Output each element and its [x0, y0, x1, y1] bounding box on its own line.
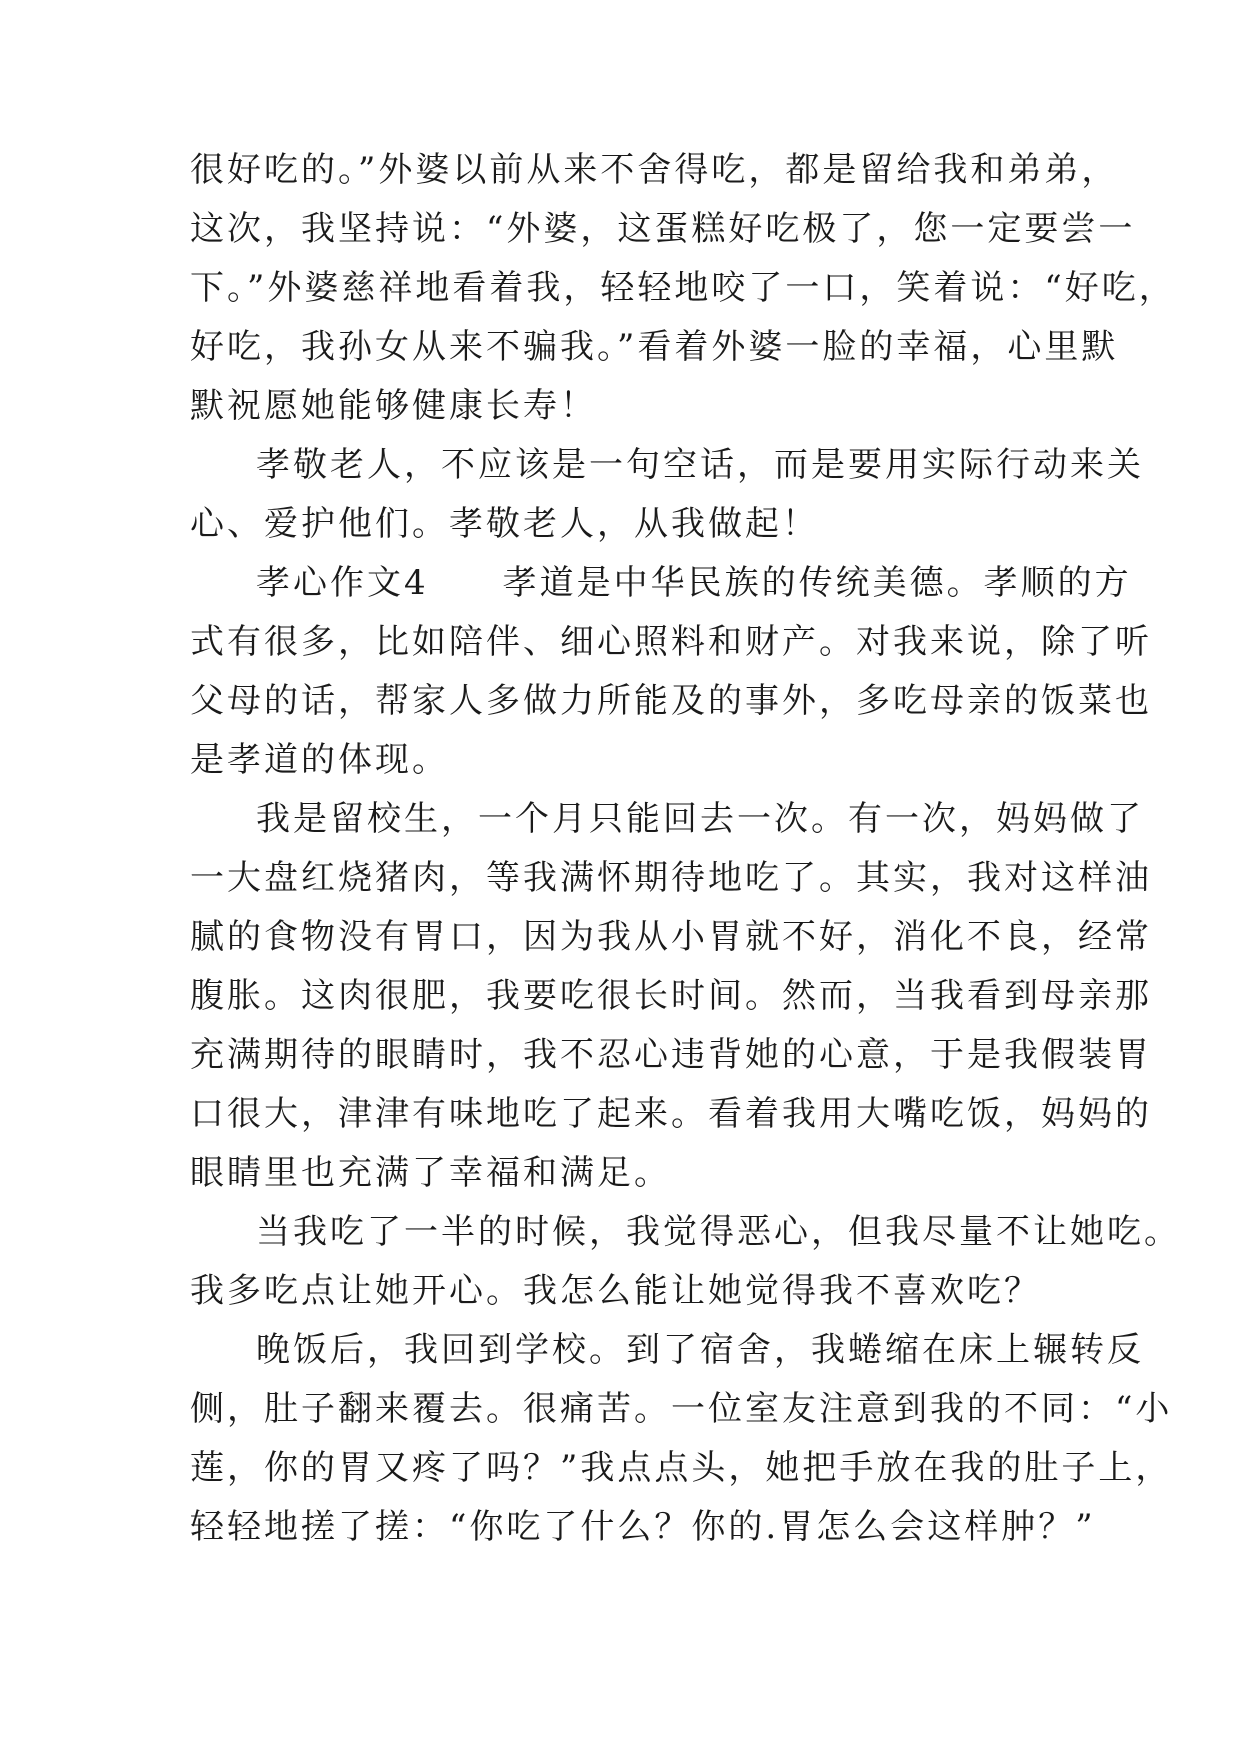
text-line: 一大盘红烧猪肉，等我满怀期待地吃了。其实，我对这样油: [190, 858, 1152, 898]
text-line: 我多吃点让她开心。我怎么能让她觉得我不喜欢吃？: [190, 1271, 1041, 1311]
text-line: 默祝愿她能够健康长寿！: [190, 386, 597, 426]
text-line: 口很大，津津有味地吃了起来。看着我用大嘴吃饭，妈妈的: [190, 1094, 1152, 1134]
text-line: 腻的食物没有胃口，因为我从小胃就不好，消化不良，经常: [190, 917, 1152, 957]
text-line: 式有很多，比如陪伴、细心照料和财产。对我来说，除了听: [190, 622, 1152, 662]
text-line: 充满期待的眼睛时，我不忍心违背她的心意，于是我假装胃: [190, 1035, 1152, 1075]
text-line: 莲，你的胃又疼了吗？”我点点头，她把手放在我的肚子上，: [190, 1448, 1173, 1488]
text-line: 好吃，我孙女从来不骗我。”看着外婆一脸的幸福，心里默: [190, 327, 1119, 367]
text-line: 腹胀。这肉很肥，我要吃很长时间。然而，当我看到母亲那: [190, 976, 1152, 1016]
text-line: 是孝道的体现。: [190, 740, 449, 780]
text-line: 父母的话，帮家人多做力所能及的事外，多吃母亲的饭菜也: [190, 681, 1152, 721]
text-line: 心、爱护他们。孝敬老人，从我做起！: [190, 504, 819, 544]
section-heading-line: 孝心作文4 孝道是中华民族的传统美德。孝顺的方: [256, 563, 1132, 603]
text-line: 下。”外婆慈祥地看着我，轻轻地咬了一口，笑着说：“好吃，: [190, 268, 1176, 308]
paragraph-start-line: 晚饭后，我回到学校。到了宿舍，我蜷缩在床上辗转反: [256, 1330, 1144, 1370]
text-line: 侧，肚子翻来覆去。很痛苦。一位室友注意到我的不同：“小: [190, 1389, 1173, 1429]
paragraph-start-line: 我是留校生，一个月只能回去一次。有一次，妈妈做了: [256, 799, 1144, 839]
paragraph-start-line: 孝敬老人，不应该是一句空话，而是要用实际行动来关: [256, 445, 1144, 485]
text-line: 这次，我坚持说：“外婆，这蛋糕好吃极了，您一定要尝一: [190, 209, 1136, 249]
text-line: 轻轻地搓了搓：“你吃了什么？你的.胃怎么会这样肿？”: [190, 1507, 1096, 1547]
paragraph-start-line: 当我吃了一半的时候，我觉得恶心，但我尽量不让她吃。: [256, 1212, 1181, 1252]
text-line: 眼睛里也充满了幸福和满足。: [190, 1153, 671, 1193]
text-line: 很好吃的。”外婆以前从来不舍得吃，都是留给我和弟弟，: [190, 150, 1119, 190]
